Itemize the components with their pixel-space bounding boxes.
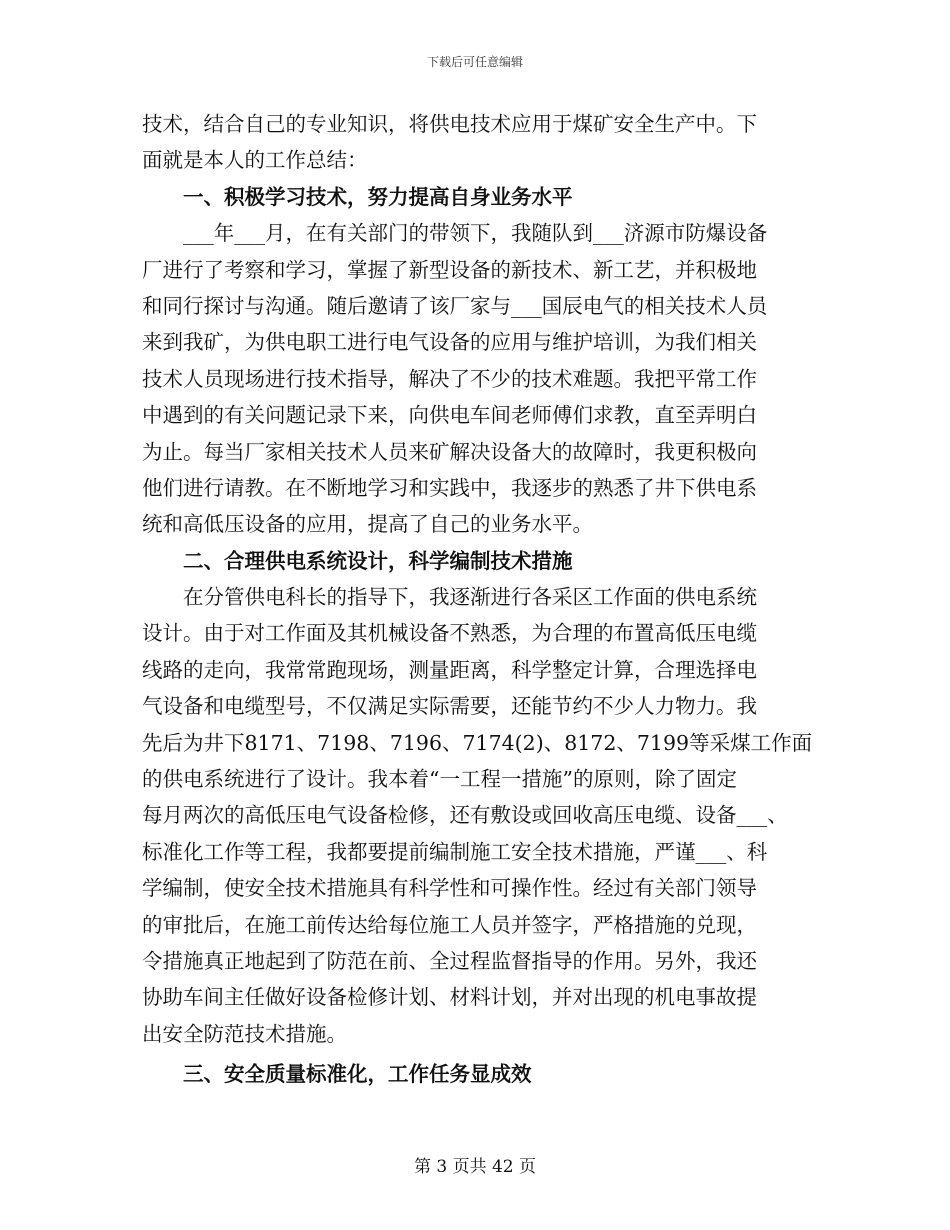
body-line: 他们进行请教。在不断地学习和实践中，我逐步的熟悉了井下供电系 [142,475,757,500]
body-line: 统和高低压设备的应用，提高了自己的业务水平。 [142,512,593,537]
body-line: 线路的走向，我常常跑现场，测量距离，科学整定计算，合理选择电 [142,657,757,682]
body-line: 先后为井下8171、7198、7196、7174(2)、8172、7199等采煤工作面 [142,730,813,755]
body-line: 协助车间主任做好设备检修计划、材料计划，并对出现的机电事故提 [142,985,757,1010]
body-line: 面就是本人的工作总结： [142,148,368,173]
body-line: 技术人员现场进行技术指导，解决了不少的技术难题。我把平常工作 [142,366,757,391]
body-line: 的供电系统进行了设计。我本着“一工程一措施”的原则，除了固定 [142,767,737,792]
section-heading: 一、积极学习技术，努力提高自身业务水平 [183,184,573,209]
body-line: 令措施真正地起到了防范在前、全过程监督指导的作用。另外，我还 [142,948,757,973]
body-line: 在分管供电科长的指导下，我逐渐进行各采区工作面的供电系统 [183,585,757,610]
document-body [142,106,813,1093]
body-line: 中遇到的有关问题记录下来，向供电车间老师傅们求教，直至弄明白 [142,403,757,428]
body-line: ___年___月，在有关部门的带领下，我随队到___济源市防爆设备 [183,221,768,246]
section-heading: 三、安全质量标准化，工作任务显成效 [183,1062,532,1087]
body-line: 每月两次的高低压电气设备检修，还有敷设或回收高压电缆、设备___、 [142,803,788,828]
body-line: 标准化工作等工程，我都要提前编制施工安全技术措施，严谨___、科 [142,839,768,864]
body-line: 来到我矿，为供电职工进行电气设备的应用与维护培训，为我们相关 [142,330,757,355]
body-line: 气设备和电缆型号，不仅满足实际需要，还能节约不少人力物力。我 [142,694,757,719]
page-footer: 第 3 页共 42 页 [413,1157,537,1177]
body-line: 和同行探讨与沟通。随后邀请了该厂家与___国辰电气的相关技术人员 [142,293,768,318]
body-line: 厂进行了考察和学习，掌握了新型设备的新技术、新工艺，并积极地 [142,257,757,282]
body-line: 技术，结合自己的专业知识，将供电技术应用于煤矿安全生产中。下 [142,112,757,136]
body-line: 出安全防范技术措施。 [142,1021,347,1046]
body-line: 的审批后，在施工前传达给每位施工人员并签字，严格措施的兑现， [142,912,757,937]
page-header: 下载后可任意编辑 [426,55,523,69]
section-heading: 二、合理供电系统设计，科学编制技术措施 [183,548,573,573]
body-line: 为止。每当厂家相关技术人员来矿解决设备大的故障时，我更积极向 [142,439,757,464]
body-line: 设计。由于对工作面及其机械设备不熟悉，为合理的布置高低压电缆 [142,621,757,646]
body-line: 学编制，使安全技术措施具有科学性和可操作性。经过有关部门领导 [142,876,757,901]
